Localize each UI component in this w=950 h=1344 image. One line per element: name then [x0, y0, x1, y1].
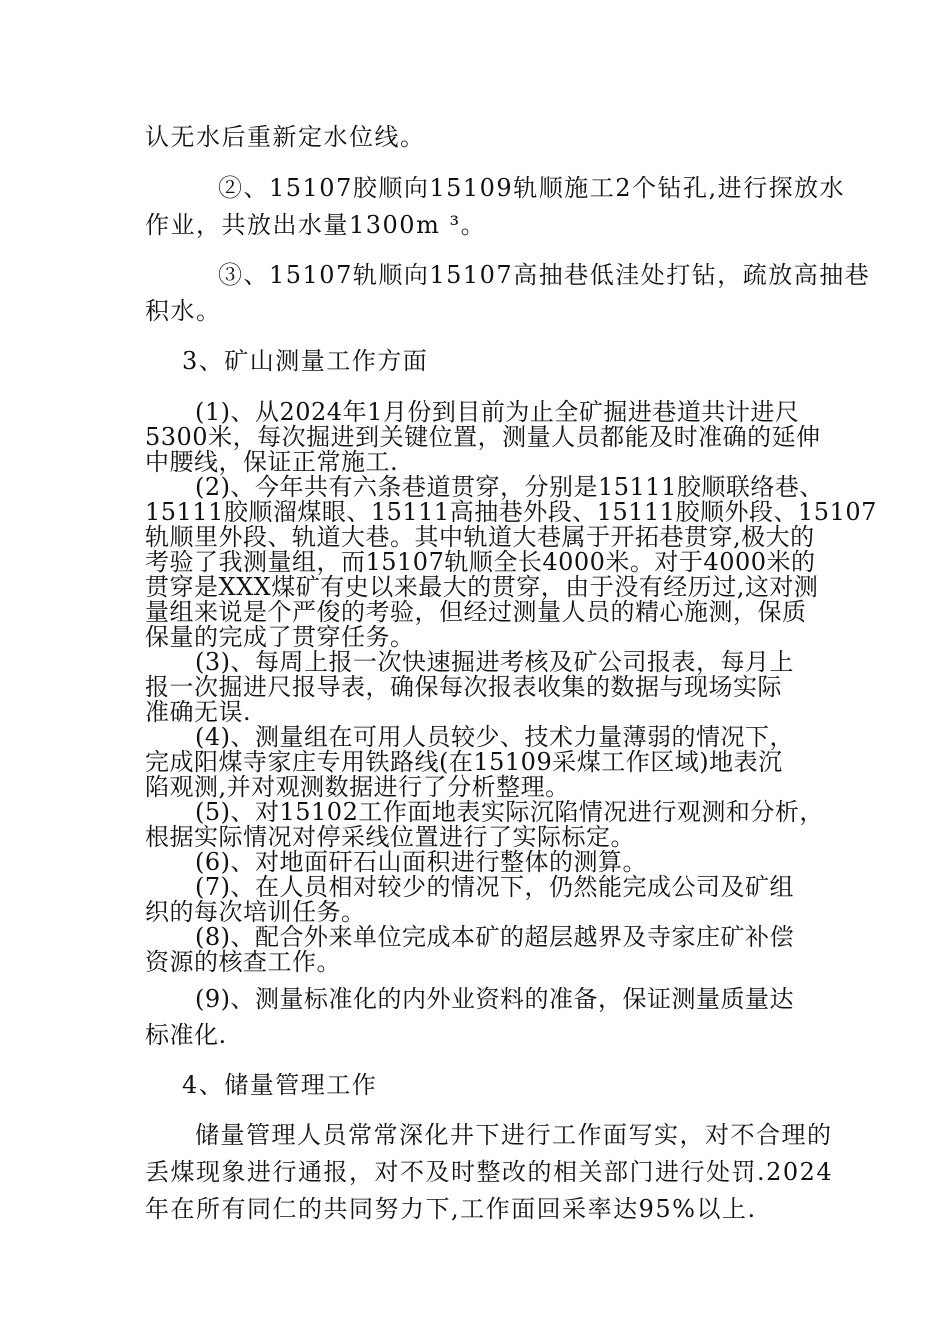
text-line-9: 中腰线，保证正常施工.	[145, 448, 399, 476]
section-heading-3: 3、矿山测量工作方面	[182, 347, 429, 375]
text-line-15: 量组来说是个严俊的考验，但经过测量人员的精心施测，保质	[145, 598, 807, 626]
text-line-13: 考验了我测量组，而15107轨顺全长4000米。对于4000米的	[145, 548, 816, 576]
text-line-22: 陷观测,并对观测数据进行了分析整理。	[145, 773, 570, 801]
text-line-10: (2)、今年共有六条巷道贯穿，分别是15111胶顺联络巷、	[195, 473, 824, 501]
text-line-17: (3)、每周上报一次快速掘进考核及矿公司报表，每月上	[195, 648, 794, 676]
text-line-27: 织的每次培训任务。	[145, 898, 366, 926]
text-line-12: 轨顺里外段、轨道大巷。其中轨道大巷属于开拓巷贯穿,极大的	[145, 523, 815, 551]
text-line-25: (6)、对地面矸石山面积进行整体的测算。	[195, 848, 647, 876]
text-line-21: 完成阳煤寺家庄专用铁路线(在15109采煤工作区域)地表沉	[145, 748, 783, 776]
text-line-24: 根据实际情况对停采线位置进行了实际标定。	[145, 823, 635, 851]
text-line-33: 储量管理人员常常深化井下进行工作面写实，对不合理的	[195, 1121, 833, 1149]
text-line-11: 15111胶顺溜煤眼、15111高抽巷外段、15111胶顺外段、15107	[145, 498, 877, 526]
text-line-8: 5300米，每次掘进到关键位置，测量人员都能及时准确的延伸	[145, 423, 821, 451]
text-line-3: 作业，共放出水量1300m ³。	[145, 211, 487, 239]
text-line-7: (1)、从2024年1月份到目前为止全矿掘进巷道共计进尺	[195, 398, 800, 426]
text-line-1: 认无水后重新定水位线。	[145, 123, 426, 151]
text-line-35: 年在所有同仁的共同努力下,工作面回采率达95%以上.	[145, 1195, 757, 1223]
text-line-28: (8)、配合外来单位完成本矿的超层越界及寺家庄矿补偿	[195, 923, 794, 951]
text-line-20: (4)、测量组在可用人员较少、技术力量薄弱的情况下，	[195, 723, 794, 751]
text-line-34: 丢煤现象进行通报，对不及时整改的相关部门进行处罚.2024	[145, 1158, 834, 1186]
section-heading-4: 4、储量管理工作	[182, 1071, 378, 1099]
text-line-26: (7)、在人员相对较少的情况下，仍然能完成公司及矿组	[195, 873, 794, 901]
text-line-18: 报一次掘进尺报导表，确保每次报表收集的数据与现场实际	[145, 673, 782, 701]
text-line-29: 资源的核查工作。	[145, 948, 341, 976]
text-line-19: 准确无误.	[145, 698, 252, 726]
text-line-5: 积水。	[145, 297, 222, 325]
text-line-4: ③、15107轨顺向15107高抽巷低洼处打钻，疏放高抽巷	[218, 261, 871, 289]
text-line-14: 贯穿是XXX煤矿有史以来最大的贯穿，由于没有经历过,这对测	[145, 573, 819, 601]
text-line-2: ②、15107胶顺向15109轨顺施工2个钻孔,进行探放水	[218, 174, 846, 202]
text-line-23: (5)、对15102工作面地表实际沉陷情况进行观测和分析，	[195, 798, 824, 826]
text-line-31: 标准化.	[145, 1021, 227, 1049]
text-line-16: 保量的完成了贯穿任务。	[145, 623, 415, 651]
text-line-30: (9)、测量标准化的内外业资料的准备，保证测量质量达	[195, 985, 794, 1013]
